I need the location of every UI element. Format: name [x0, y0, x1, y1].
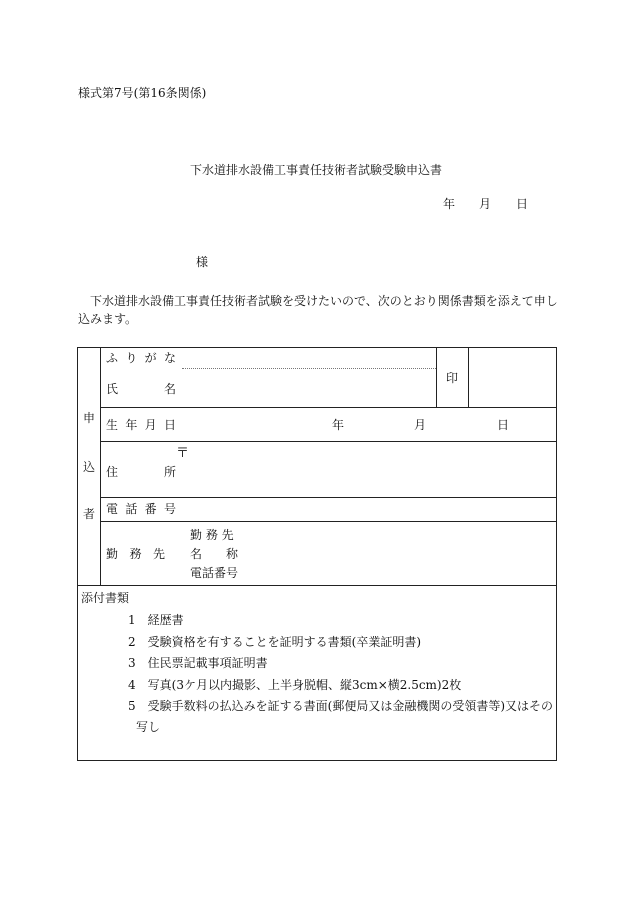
seal-mark: 印: [446, 371, 459, 385]
furigana-label: ふ り が な: [106, 351, 176, 365]
workplace-label: 勤 務 先: [106, 547, 165, 561]
birth-year-label: 年: [332, 418, 345, 432]
furigana-dotted-line: [182, 368, 436, 369]
phone-label: 電 話 番 号: [106, 502, 176, 516]
intro-line-1: 下水道排水設備工事責任技術者試験を受けたいので、次のとおり関係書類を添えて申し: [90, 294, 558, 308]
date-day-label: 日: [516, 197, 529, 211]
postal-mark: 〒: [176, 446, 190, 461]
attachments-heading: 添付書類: [81, 591, 130, 605]
form-title: 下水道排水設備工事責任技術者試験受験申込書: [190, 163, 443, 177]
addressee-suffix: 様: [196, 255, 209, 269]
date-month-label: 月: [479, 197, 492, 211]
applicant-label-2: 込: [83, 460, 96, 474]
workplace-phone-label: 電話番号: [190, 566, 239, 580]
birthdate-label: 生 年 月 日: [106, 418, 176, 432]
birth-month-label: 月: [414, 418, 427, 432]
applicant-label-1: 申: [83, 411, 96, 425]
address-label: 住 所: [106, 465, 176, 479]
birth-day-label: 日: [497, 418, 510, 432]
list-item: 3 住民票記載事項証明書: [128, 656, 268, 670]
list-item-continuation: 写し: [136, 720, 161, 734]
list-item: 4 写真(3ケ月以内撮影、上半身脱帽、縦3cm×横2.5cm)2枚: [128, 678, 462, 692]
applicant-label-3: 者: [83, 507, 96, 521]
workplace-field-label: 勤 務 先: [190, 528, 234, 542]
workplace-name-label: 名 称: [190, 547, 238, 561]
list-item: 1 経歴書: [128, 613, 184, 627]
list-item: 2 受験資格を有することを証明する書類(卒業証明書): [128, 635, 422, 649]
form-number: 様式第7号(第16条関係): [78, 86, 207, 100]
intro-line-2: 込みます。: [78, 312, 138, 326]
list-item: 5 受験手数料の払込みを証する書面(郵便局又は金融機関の受領書等)又はその: [128, 699, 554, 713]
date-year-label: 年: [443, 197, 456, 211]
name-label: 氏 名: [106, 382, 176, 396]
